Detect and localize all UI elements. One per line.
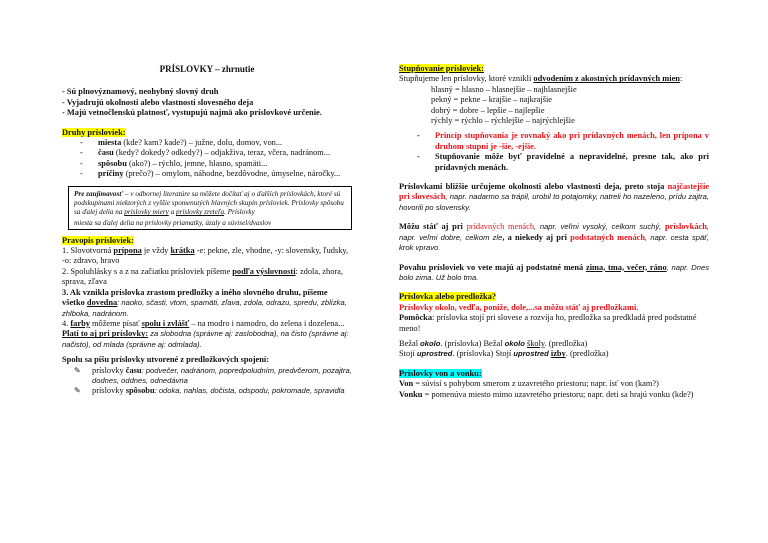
intro-line-3: - Majú vetnočlenskú platnosť, vystupujú najmä ako príslovkové určenie.	[62, 108, 322, 118]
stupnovanie-row: pekný = pekne – krajšie – najkrajšie	[431, 95, 553, 105]
example-2: Stojí uprostred. (príslovka) Stojí uprostred izby. (predložka)	[399, 349, 609, 359]
rule-item: - Stupňovanie môže byť pravidelné a nepravidelné, presne tak, ako pri prídavných menách.	[417, 152, 709, 172]
left-column	[62, 64, 352, 397]
von-vonku-heading: Príslovky von a vonku:	[399, 368, 482, 378]
spolu-item: ✎ príslovky spôsobu: odoka, nahlas, dočista, odspodu, pokromade, spravidla	[74, 386, 345, 396]
paragraph-2: Môžu stáť aj pri prídavných menách, napr. veľmi vysoký, celkom suchý, príslovkách, napr. veľmi dobre, celkom zle, a niekedy aj pri podstatných menách, napr. cesta späť, krok vpravo.	[399, 222, 710, 253]
druhy-heading: Druhy prísloviek:	[62, 127, 126, 137]
pravopis-rule-2: 2. Spoluhlásky s a z na začiatku prísloviek píšeme podľa výslovnosti: zdola, zhora, sprava, zľava	[62, 266, 343, 287]
example-1: Bežal okolo. (príslovka) Bežal okolo školy. (predložka)	[399, 338, 588, 348]
von-definition: Von = súvisí s pohybom smerom z uzavretého priestoru; napr. ísť von (kam?)	[399, 379, 659, 389]
druh-item: - príčiny (prečo?) – omylom, náhodne, bezdôvodne, úmyselne, náročky...	[80, 169, 341, 179]
plati-note: Platí to aj pri príslovky: za slobodna (správne aj: zaslobodna), na čisto (správne aj: načisto), od mlada (správne aj: odmlada).	[62, 329, 349, 349]
rule-item: - Princíp stupňovania je rovnaký ako pri prídavných menách, len prípona v druhom stupni je -šie, -ejšie.	[417, 131, 709, 151]
priclovka-predlozka-heading: Príslovka alebo predložka?	[399, 292, 497, 302]
pencil-icon: ✎	[74, 386, 81, 396]
pp-red-note: Príslovky okolo, vedľa, poniže, dole,...sa môžu stáť aj predložkami.	[399, 302, 639, 312]
spolu-item: ✎ príslovky času: podvečer, nadránom, popredpoludním, predvčerom, pozajtra, dodnes, oddnes, odnedávna	[74, 365, 352, 385]
druh-item: - miesta (kde? kam? kade?) – južne, dolu, domov, von...	[80, 138, 283, 148]
druh-item: - spôsobu (ako?) – rýchlo, jemne, hlasno, spamäti...	[80, 158, 268, 168]
right-column	[399, 64, 709, 400]
page-title: PRÍSLOVKY – zhrnutie	[159, 64, 255, 74]
pravopis-rule-4: 4. farby môžeme písať spolu i zvlášť – na modro i namodro, do zelena i dozelena...	[62, 318, 345, 328]
info-box: Pre zaujímavosť – v odbornej literatúre sa môžete dočítať aj o ďalších príslovkách, ktoré sú podskupinami niektorých z vyššie spomenutých hlavných skupín prísloviek. Príslovky spôsobu sa ďalej delia na príslovky miery a príslovky zreteľa. Príslovky miesta sa ďalej delia na príslovky priamatky, úzaly a súvisel/dvaslov	[68, 186, 352, 230]
stupnovanie-intro: Stupňujeme len príslovky, ktoré vznikli odvodením z akostných prídavných mien:	[399, 74, 683, 84]
stupnovanie-row: rýchly = rýchlo – rýchlejšie – najrýchlejšie	[431, 116, 575, 126]
pravopis-rule-1: 1. Slovotvorná prípona je vždy krátka -e: pekne, zle, vhodne, -y: slovensky, ľudsky, -o: zdravo, hravo	[62, 246, 349, 266]
druh-item: - času (kedy? dokedy? odkedy?) – odjakživa, teraz, včera, nadránom...	[80, 148, 331, 158]
stupnovanie-row: hlasný = hlasno – hlasnejšie – najhlasnejšie	[431, 84, 577, 94]
paragraph-1: Príslovkami bližšie určujeme okolnosti alebo vlastnosti deja, preto stoja najčastejšie pri slovesách, napr. nadarmo sa trápil, urobil to potajomky, natreli ho nazeleno, prídu zajtra, hovorili po slovensky.	[399, 182, 710, 212]
paragraph-3: Povahu prísloviek vo vete majú aj podstatné mená zima, tma, večer, ráno, napr. Dnes bolo zima. Už bolo tma.	[399, 262, 709, 282]
spolu-heading: Spolu sa píšu príslovky utvorené z predložkových spojení:	[62, 355, 270, 365]
pencil-icon: ✎	[74, 365, 81, 375]
pravopis-rule-3: 3. Ak vznikla príslovka zrastom predložky a iného slovného druhu, píšeme všetko dovedna: naoko, sčasti, vtom, spamäti, zľava, zdola, odrazu, spredu, zblízka, zhlboka, nadránom.	[62, 287, 347, 318]
vonku-definition: Vonku = pomenúva miesto mimo uzavretého priestoru; napr. deti sa hrajú vonku (kde?)	[399, 389, 694, 399]
pravopis-heading: Pravopis prísloviek:	[62, 235, 134, 245]
stupnovanie-row: dobrý = dobre – lepšie – najlepšie	[431, 105, 545, 115]
stupnovanie-heading: Stupňovanie prísloviek:	[399, 64, 484, 73]
pp-pomocka: Pomôcka: príslovka stojí pri slovese a rozvíja ho, predložka sa predkladá pred podstatné meno!	[399, 313, 697, 333]
intro-line-1: - Sú plnovýznamový, neohybný slovný druh	[62, 87, 219, 97]
intro-line-2: - Vyjadrujú okolnosti alebo vlastnosti slovesného deja	[62, 97, 254, 107]
